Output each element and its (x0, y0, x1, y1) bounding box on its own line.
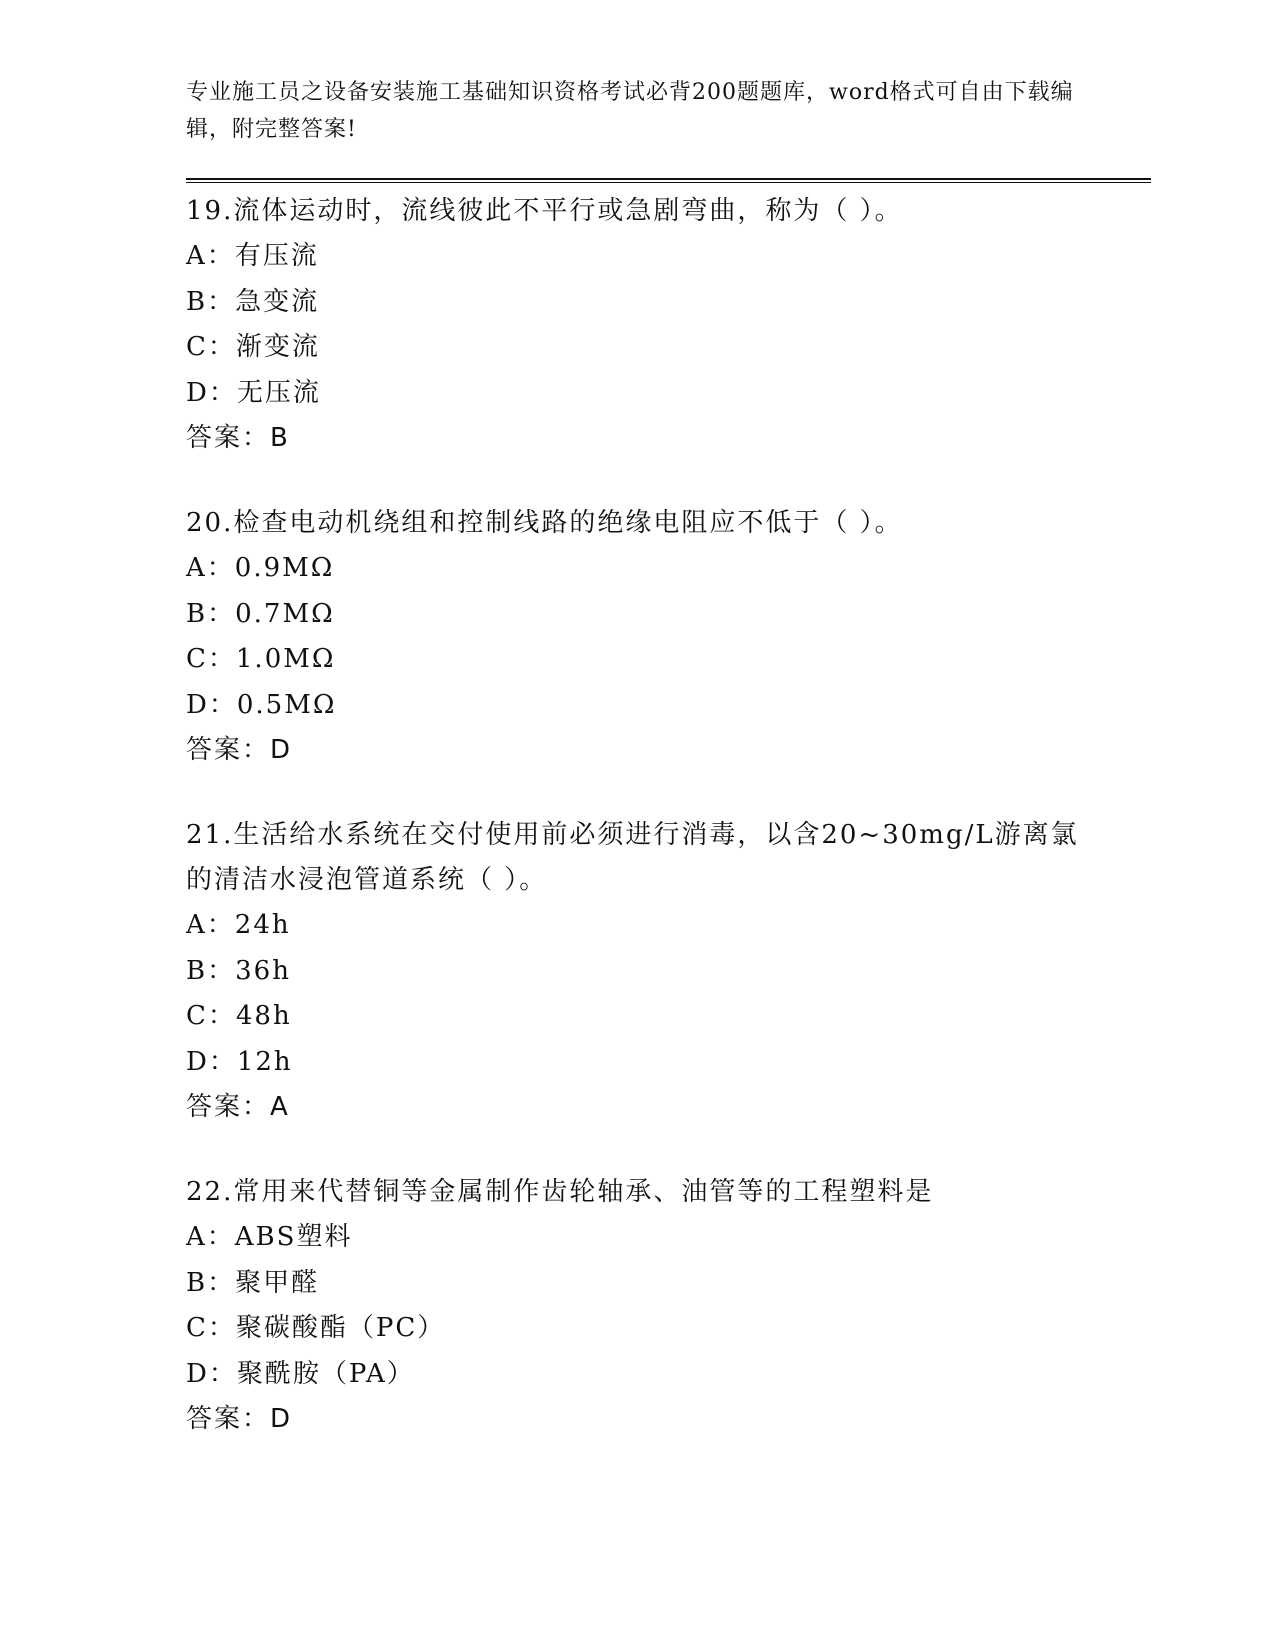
question-text: 19.流体运动时，流线彼此不平行或急剧弯曲，称为（ ）。 (186, 196, 903, 226)
question-21 (186, 813, 1096, 1130)
option-a: A：0.9MΩ (186, 553, 335, 583)
question-19 (186, 189, 1096, 461)
question-20 (186, 501, 1096, 773)
option-d: D：无压流 (186, 377, 321, 408)
answer-line: 答案：D (186, 1404, 293, 1434)
question-text: 21.生活给水系统在交付使用前必须进行消毒，以含20~30mg/L游离氯的清洁水浸泡管道系统（ ）。 (186, 820, 1079, 895)
question-text: 20.检查电动机绕组和控制线路的绝缘电阻应不低于（ ）。 (186, 508, 903, 538)
option-c: C：渐变流 (186, 332, 320, 362)
option-c: C：聚碳酸酯（PC） (186, 1313, 446, 1343)
option-c: C：1.0MΩ (186, 644, 336, 674)
option-b: B：0.7MΩ (186, 598, 335, 629)
answer-line: 答案：A (186, 1092, 290, 1122)
document-header: 专业施工员之设备安装施工基础知识资格考试必背200题题库，word格式可自由下载编辑，附完整答案! (186, 80, 1074, 142)
option-a: A：24h (186, 910, 291, 940)
answer-line: 答案：D (186, 735, 293, 765)
header-divider-thin (186, 182, 1151, 183)
option-d: D：0.5MΩ (186, 689, 337, 720)
option-a: A：ABS塑料 (186, 1222, 353, 1252)
option-d: D：聚酰胺（PA） (186, 1358, 415, 1389)
option-c: C：48h (186, 1001, 292, 1031)
option-b: B：急变流 (186, 286, 320, 317)
header-divider-thick (186, 178, 1151, 180)
question-list (186, 189, 1096, 1482)
question-22 (186, 1170, 1096, 1442)
option-b: B：36h (186, 955, 291, 986)
answer-line: 答案：B (186, 423, 290, 453)
option-b: B：聚甲醛 (186, 1267, 320, 1298)
option-d: D：12h (186, 1046, 293, 1077)
option-a: A：有压流 (186, 241, 319, 271)
question-text: 22.常用来代替铜等金属制作齿轮轴承、油管等的工程塑料是 (186, 1177, 934, 1207)
